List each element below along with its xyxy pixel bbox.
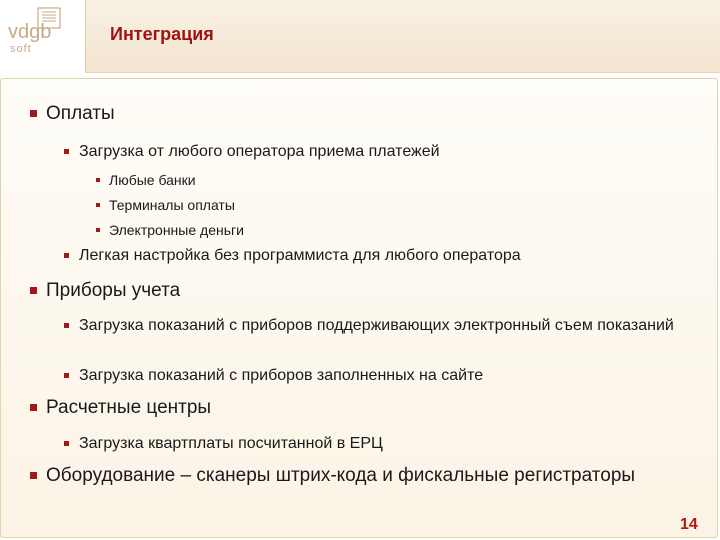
bullet-square-icon [30, 110, 37, 117]
bullet-text: Загрузка квартплаты посчитанной в ЕРЦ [79, 435, 383, 452]
header-divider [85, 72, 720, 73]
bullet-item [64, 435, 383, 453]
bullet-square-icon [30, 404, 37, 411]
bullet-square-icon [64, 441, 69, 446]
bullet-text: Оплаты [46, 103, 115, 124]
bullet-square-icon [64, 253, 69, 258]
bullet-item [64, 247, 521, 265]
bullet-text: Загрузка показаний с приборов поддерживающих электронный съем показаний [79, 317, 674, 334]
logo-wordmark: vdgb [8, 21, 52, 43]
page-number: 14 [680, 516, 698, 533]
bullet-text: Загрузка показаний с приборов заполненных на сайте [79, 367, 484, 384]
bullet-item [30, 280, 180, 302]
vdgb-logo [4, 6, 74, 56]
bullet-item [64, 317, 689, 335]
bullet-square-icon [64, 149, 69, 154]
bullet-item [30, 103, 115, 125]
bullet-item [96, 222, 244, 238]
bullet-text: Расчетные центры [46, 397, 212, 418]
bullet-item [64, 143, 440, 161]
slide-title: Интеграция [110, 24, 214, 44]
bullet-item [96, 172, 196, 188]
bullet-square-icon [64, 323, 69, 328]
bullet-text: Любые банки [109, 172, 196, 188]
bullet-text: Оборудование – сканеры штрих-кода и фискальные регистраторы [46, 465, 636, 486]
logo-subtext: soft [10, 43, 32, 55]
bullet-item [30, 397, 211, 419]
bullet-text: Электронные деньги [109, 222, 244, 238]
bullet-text: Загрузка от любого оператора приема платежей [79, 143, 440, 160]
bullet-square-icon [30, 287, 37, 294]
bullet-square-icon [96, 178, 100, 182]
bullet-item [96, 197, 235, 213]
bullet-text: Легкая настройка без программиста для любого оператора [79, 247, 521, 264]
bullet-square-icon [64, 373, 69, 378]
bullet-square-icon [96, 203, 100, 207]
bullet-square-icon [30, 472, 37, 479]
bullet-text: Приборы учета [46, 280, 181, 301]
bullet-text: Терминалы оплаты [109, 197, 235, 213]
bullet-item [64, 367, 483, 385]
bullet-square-icon [96, 228, 100, 232]
bullet-item [30, 465, 635, 487]
